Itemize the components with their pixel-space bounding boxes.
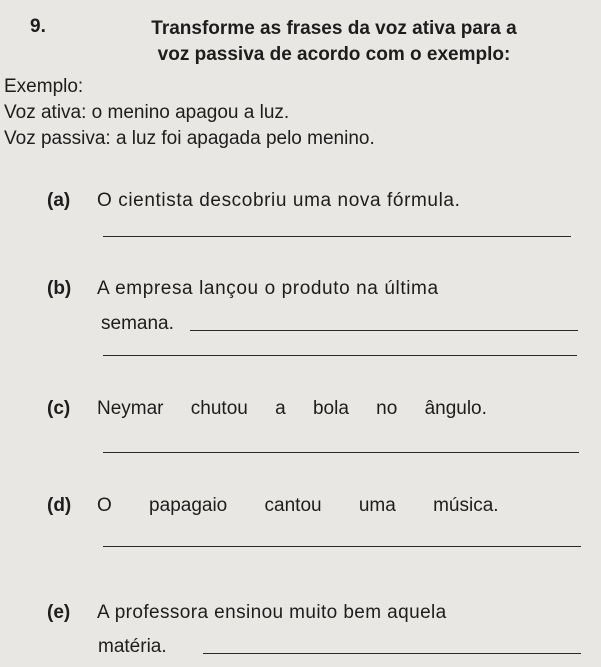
item-a-label: (a) — [47, 190, 71, 211]
answer-line-c[interactable] — [103, 452, 579, 453]
question-title — [74, 16, 594, 68]
item-b-text-line-1: A empresa lançou o produto na última — [97, 278, 439, 299]
answer-line-b-1[interactable] — [190, 330, 578, 331]
example-block — [4, 74, 375, 152]
item-b-text-line-2: semana. — [101, 313, 174, 334]
item-b-label: (b) — [47, 278, 72, 299]
item-c-label: (c) — [47, 398, 71, 419]
example-active-voice: Voz ativa: o menino apagou a luz. — [4, 102, 290, 123]
example-label: Exemplo: — [4, 76, 84, 97]
question-title-line-2: voz passiva de acordo com o exemplo: — [157, 44, 511, 65]
item-e-second-line — [98, 636, 578, 658]
item-b — [47, 278, 577, 300]
item-d-label: (d) — [47, 495, 72, 516]
example-passive-voice: Voz passiva: a luz foi apagada pelo menino. — [4, 128, 375, 149]
item-e-text-line-2: matéria. — [98, 636, 167, 657]
item-e-label: (e) — [47, 602, 71, 623]
question-title-line-1: Transforme as frases da voz ativa para a — [151, 18, 517, 39]
item-a — [47, 190, 577, 212]
item-a-text: O cientista descobriu uma nova fórmula. — [97, 190, 461, 211]
question-number: 9. — [30, 16, 46, 37]
answer-line-e[interactable] — [203, 653, 581, 654]
answer-line-b-2[interactable] — [103, 355, 577, 356]
item-e — [47, 602, 577, 624]
answer-line-d[interactable] — [103, 546, 581, 547]
answer-line-a[interactable] — [103, 236, 571, 237]
item-e-text-line-1: A professora ensinou muito bem aquela — [97, 602, 447, 623]
item-c-text: Neymar chutou a bola no ângulo. — [97, 398, 487, 419]
item-d — [47, 495, 577, 517]
item-b-second-line — [101, 313, 581, 335]
item-c — [47, 398, 577, 420]
item-d-text: O papagaio cantou uma música. — [97, 495, 499, 516]
